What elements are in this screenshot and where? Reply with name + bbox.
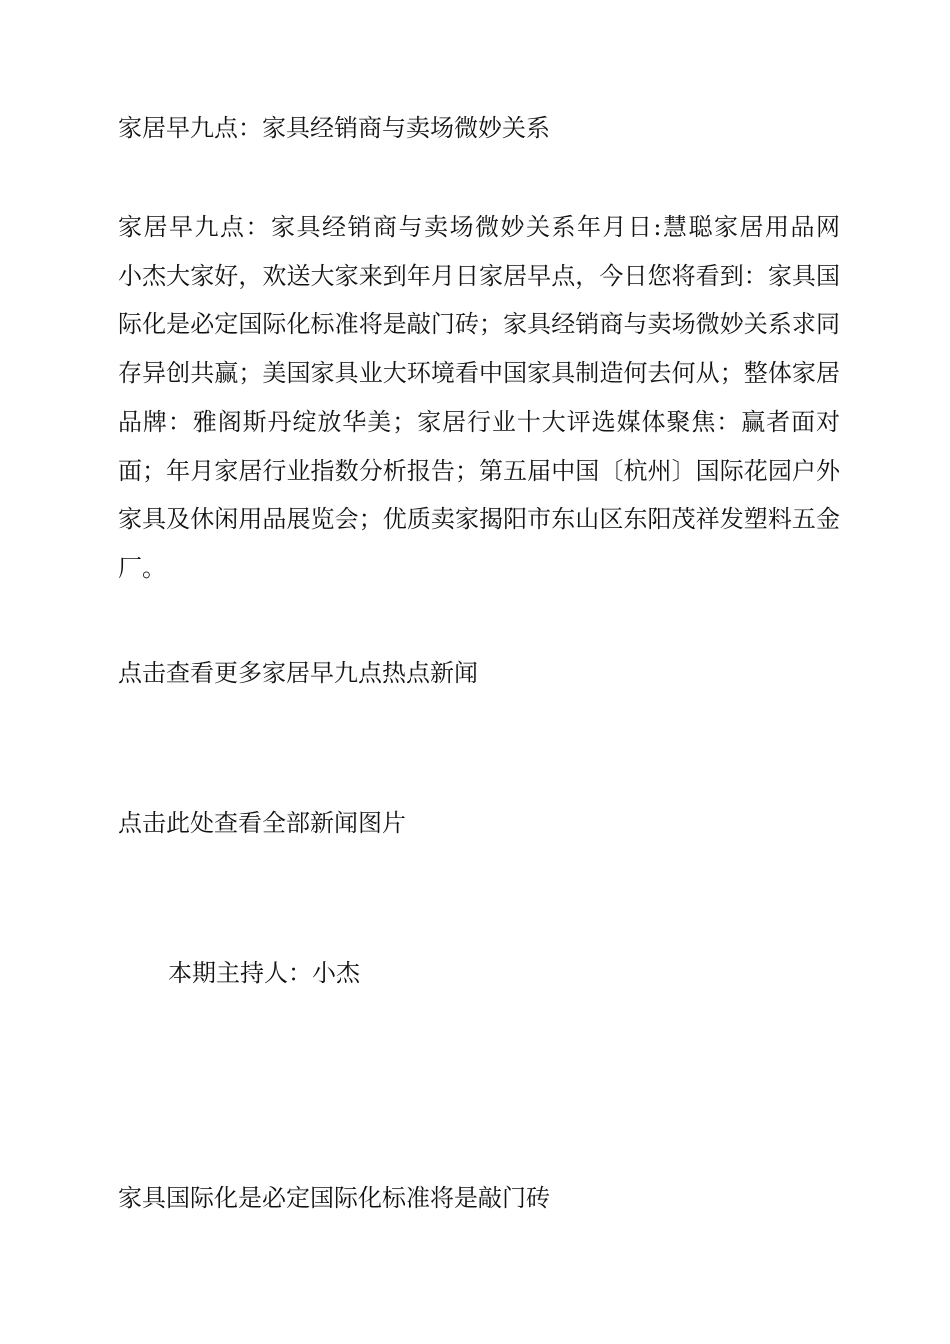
intro-paragraph: 家居早九点：家具经销商与卖场微妙关系年月日:慧聪家居用品网 小杰大家好，欢送大家来到年月日家居早点，今日您将看到：家具国际化是必定国际化标准将是敲门砖；家具经销商与卖场微妙关系求同存异创共赢；美国家具业大环境看中国家具制造何去何从；整体家居品牌：雅阁斯丹绽放华美；家居行业十大评选媒体聚焦：赢者面对面；年月家居行业指数分析报告；第五届中国〔杭州〕国际花园户外家具及休闲用品展览会；优质卖家揭阳市东山区东阳茂祥发塑料五金厂。 [118, 213, 888, 582]
more-news-link[interactable]: 点击查看更多家居早九点热点新闻 [118, 659, 478, 687]
all-images-link[interactable]: 点击此处查看全部新闻图片 [118, 809, 406, 837]
host-line: 本期主持人：小杰 [168, 959, 360, 987]
section-heading: 家具国际化是必定国际化标准将是敲门砖 [118, 1184, 550, 1212]
document-title: 家居早九点：家具经销商与卖场微妙关系 [118, 114, 550, 142]
